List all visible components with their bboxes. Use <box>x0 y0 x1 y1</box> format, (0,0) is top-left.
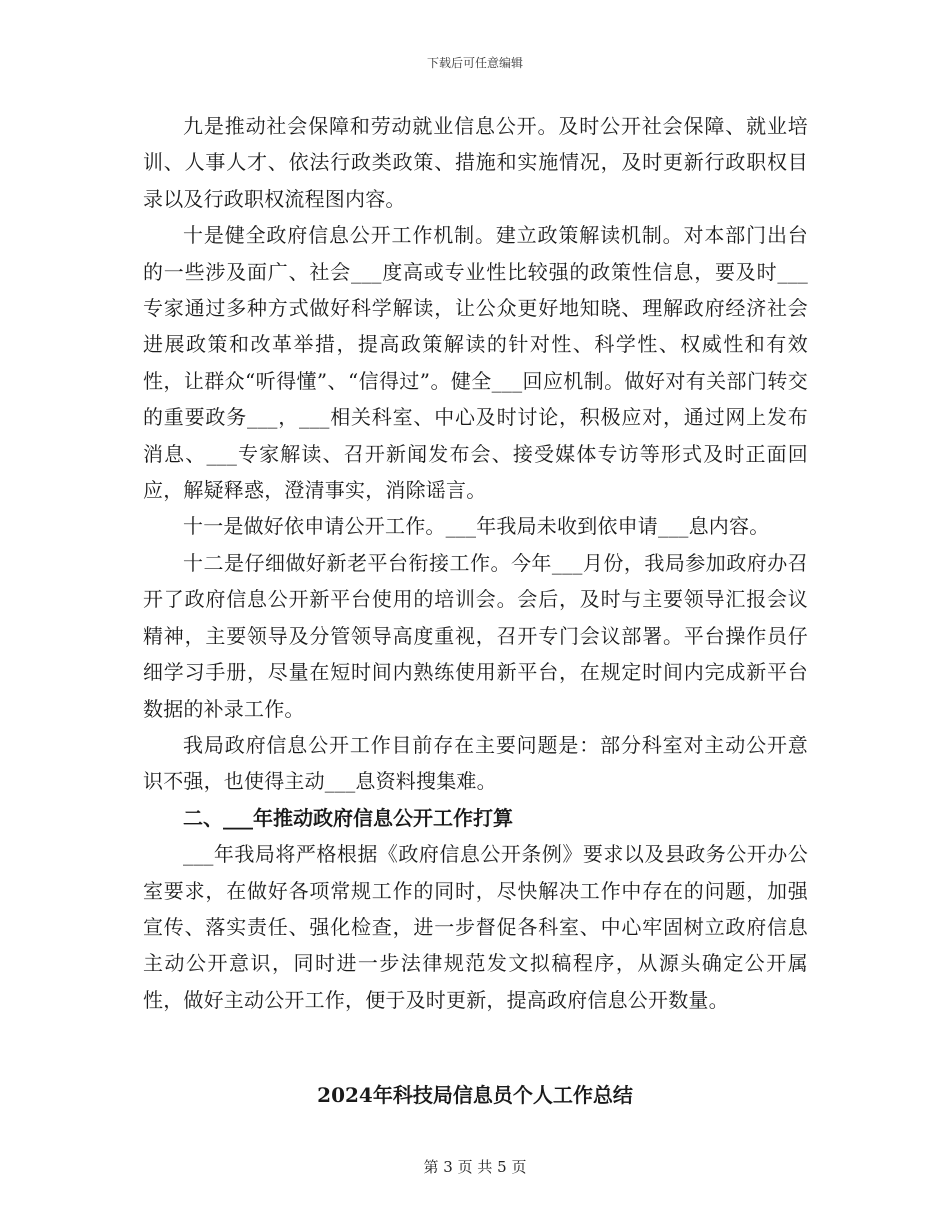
paragraph-next-year-plan: ___年我局将严格根据《政府信息公开条例》要求以及县政务公开办公室要求，在做好各项常规工作的同时，尽快解决工作中存在的问题，加强宣传、落实责任、强化检查，进一步督促各科室、中心牢固树立政府信息主动公开意识，同时进一步法律规范发文拟稿程序，从源头确定公开属性，做好主动公开工作，便于及时更新，提高政府信息公开数量。 <box>143 842 808 1012</box>
page-number: 第 3 页 共 5 页 <box>423 1158 527 1176</box>
paragraph-platform-transition: 十二是仔细做好新老平台衔接工作。今年___月份，我局参加政府办召开了政府信息公开新平台使用的培训会。会后，及时与主要领导汇报会议精神，主要领导及分管领导高度重视，召开专门会议部署。平台操作员仔细学习手册，尽量在短时间内熟练使用新平台，在规定时间内完成新平台数据的补录工作。 <box>143 550 808 721</box>
paragraph-work-mechanism: 十是健全政府信息公开工作机制。建立政策解读机制。对本部门出台的一些涉及面广、社会___度高或专业性比较强的政策性信息，要及时___专家通过多种方式做好科学解读，让公众更好地知晓、理解政府经济社会进展政策和改革举措，提高政策解读的针对性、科学性、权威性和有效性，让群众“听得懂”、“信得过”。健全___回应机制。做好对有关部门转交的重要政务___，___相关科室、中心及时讨论，积极应对，通过网上发布消息、___专家解读、召开新闻发布会、接受媒体专访等形式及时正面回应，解疑释惑，澄清事实，消除谣言。 <box>143 223 808 503</box>
paragraph-social-security: 九是推动社会保障和劳动就业信息公开。及时公开社会保障、就业培训、人事人才、依法行政类政策、措施和实施情况，及时更新行政职权目录以及行政职权流程图内容。 <box>143 114 808 211</box>
page-header-note: 下载后可任意编辑 <box>426 56 523 70</box>
paragraph-main-problems: 我局政府信息公开工作目前存在主要问题是：部分科室对主动公开意识不强，也使得主动___息资料搜集难。 <box>143 732 808 794</box>
document-title: 2024年科技局信息员个人工作总结 <box>317 1083 633 1107</box>
document-body <box>143 108 808 1018</box>
paragraph-application-disclosure: 十一是做好依申请公开工作。___年我局未收到依申请___息内容。 <box>183 514 770 539</box>
section-heading: 二、___年推动政府信息公开工作打算 <box>183 805 513 830</box>
